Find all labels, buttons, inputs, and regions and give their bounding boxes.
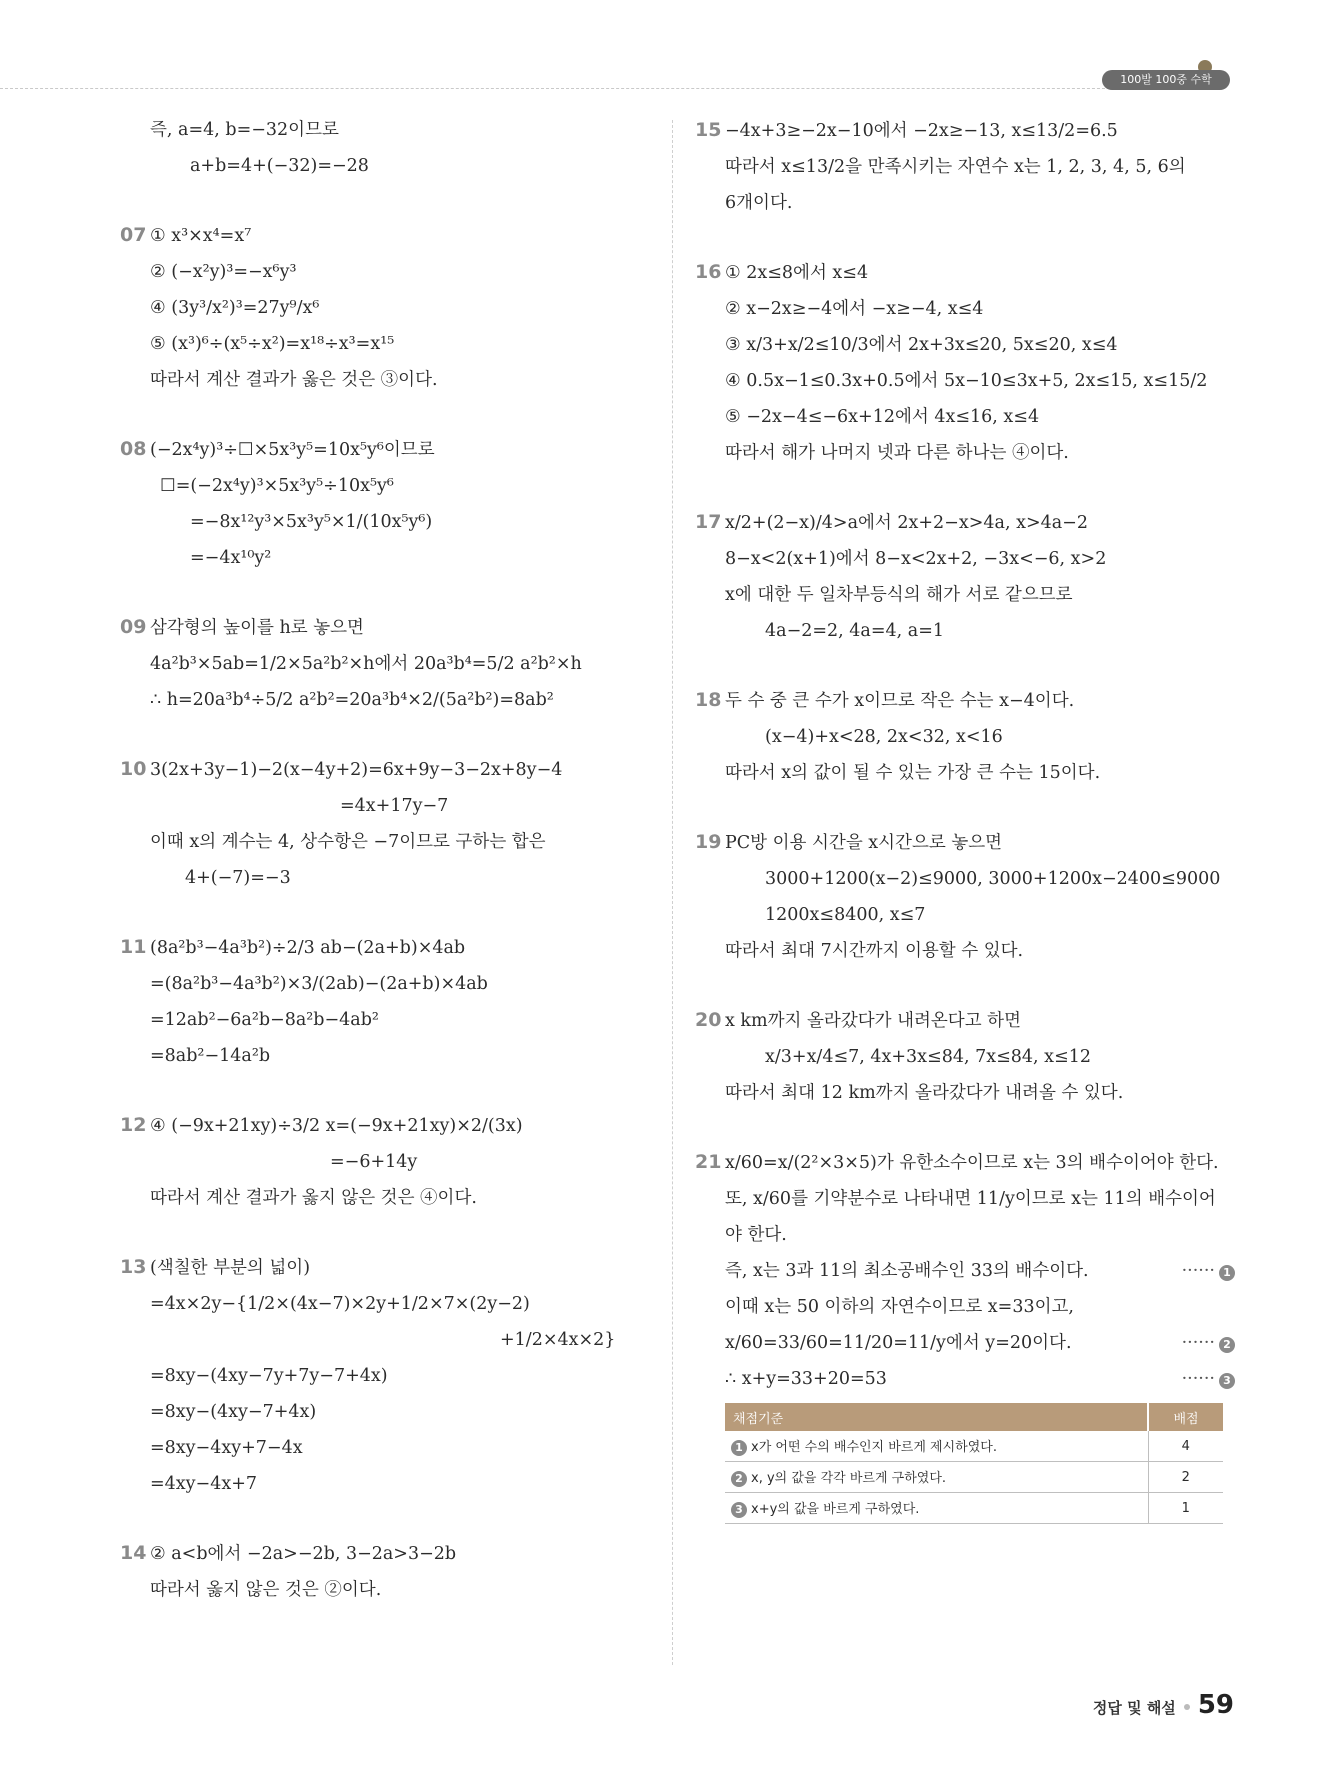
problem-number: 15 — [695, 119, 722, 141]
solution-line: =4x×2y−{1/2×(4x−7)×2y+1/2×7×(2y−2) — [150, 1294, 530, 1314]
solution-line: ① x³×x⁴=x⁷ — [150, 226, 252, 246]
solution-13 — [120, 1249, 680, 1502]
solution-21 — [695, 1144, 1235, 1524]
solution-line: a+b=4+(−32)=−28 — [190, 156, 369, 176]
step-marker: ······ 2 — [1182, 1325, 1235, 1361]
solution-line: (8a²b³−4a³b²)÷2/3 ab−(2a+b)×4ab — [150, 938, 466, 958]
solution-line: ② a<b에서 −2a>−2b, 3−2a>3−2b — [150, 1544, 457, 1564]
solution-line: PC방 이용 시간을 x시간으로 놓으면 — [725, 833, 1003, 853]
solution-20 — [695, 1002, 1235, 1111]
step-marker-icon: 2 — [731, 1471, 747, 1487]
solution-line: ④ (3y³/x²)³=27y⁹/x⁶ — [150, 298, 320, 318]
solution-line: x/60=x/(2²×3×5)가 유한소수이므로 x는 3의 배수이어야 한다. — [725, 1153, 1219, 1173]
solution-line: ③ x/3+x/2≤10/3에서 2x+3x≤20, 5x≤20, x≤4 — [725, 335, 1118, 355]
scoring-table — [725, 1403, 1223, 1524]
solution-line: 4a−2=2, 4a=4, a=1 — [765, 621, 945, 641]
solution-line: =8xy−(4xy−7y+7y−7+4x) — [150, 1366, 388, 1386]
solution-16 — [695, 254, 1235, 471]
solution-line: ⑤ (x³)⁶÷(x⁵÷x²)=x¹⁸÷x³=x¹⁵ — [150, 334, 395, 354]
table-row — [725, 1493, 1223, 1524]
solution-17 — [695, 504, 1235, 649]
step-marker: ······ 3 — [1182, 1361, 1235, 1397]
solution-line: 즉, a=4, b=−32이므로 — [150, 120, 339, 140]
footer-separator-icon — [1184, 1704, 1190, 1710]
solution-line: =8ab²−14a²b — [150, 1046, 271, 1066]
solution-line: 야 한다. — [725, 1225, 787, 1245]
solution-line: x km까지 올라갔다가 내려온다고 하면 — [725, 1011, 1021, 1031]
solution-line: 4a²b³×5ab=1/2×5a²b²×h에서 20a³b⁴=5/2 a²b²×h — [150, 654, 582, 674]
solution-line: =−4x¹⁰y² — [190, 548, 272, 568]
footer-label: 정답 및 해설 — [1092, 1699, 1176, 1717]
solution-line: 따라서 옳지 않은 것은 ②이다. — [150, 1580, 382, 1600]
problem-number: 14 — [120, 1542, 147, 1564]
problem-number: 19 — [695, 831, 722, 853]
left-column — [120, 112, 680, 1641]
solution-line: 이때 x는 50 이하의 자연수이므로 x=33이고, — [725, 1297, 1074, 1317]
solution-line: =8xy−4xy+7−4x — [150, 1438, 303, 1458]
solution-line: ④ (−9x+21xy)÷3/2 x=(−9x+21xy)×2/(3x) — [150, 1116, 523, 1136]
solution-line: =8xy−(4xy−7+4x) — [150, 1402, 317, 1422]
criteria-text: x가 어떤 수의 배수인지 바르게 제시하였다. — [751, 1440, 997, 1455]
problem-number: 13 — [120, 1256, 147, 1278]
solution-line: (−2x⁴y)³÷☐×5x³y⁵=10x⁵y⁶이므로 — [150, 440, 435, 460]
solution-line: 따라서 최대 12 km까지 올라갔다가 내려올 수 있다. — [725, 1083, 1124, 1103]
solution-line: 두 수 중 큰 수가 x이므로 작은 수는 x−4이다. — [725, 691, 1075, 711]
solution-line: 삼각형의 높이를 h로 놓으면 — [150, 618, 364, 638]
solution-line: 이때 x의 계수는 4, 상수항은 −7이므로 구하는 합은 — [150, 832, 546, 852]
problem-number: 17 — [695, 511, 722, 533]
solution-line: 4+(−7)=−3 — [185, 868, 291, 888]
solution-10 — [120, 751, 680, 896]
problem-number: 12 — [120, 1114, 147, 1136]
problem-number: 18 — [695, 689, 722, 711]
solution-line: ☐=(−2x⁴y)³×5x³y⁵÷10x⁵y⁶ — [160, 476, 394, 496]
solution-line: ∴ h=20a³b⁴÷5/2 a²b²=20a³b⁴×2/(5a²b²)=8ab² — [150, 690, 554, 710]
problem-number: 08 — [120, 438, 147, 460]
solution-line: +1/2×4x×2} — [500, 1330, 616, 1350]
solution-line: 3(2x+3y−1)−2(x−4y+2)=6x+9y−3−2x+8y−4 — [150, 760, 563, 780]
solution-07 — [120, 217, 680, 398]
solution-09 — [120, 609, 680, 718]
solution-line: =12ab²−6a²b−8a²b−4ab² — [150, 1010, 379, 1030]
solution-line: ② x−2x≥−4에서 −x≥−4, x≤4 — [725, 299, 984, 319]
solution-line: ④ 0.5x−1≤0.3x+0.5에서 5x−10≤3x+5, 2x≤15, x≤15/2 — [725, 371, 1208, 391]
solution-line: =(8a²b³−4a³b²)×3/(2ab)−(2a+b)×4ab — [150, 974, 488, 994]
solution-line: (색칠한 부분의 넓이) — [150, 1258, 311, 1278]
solution-line: 따라서 최대 7시간까지 이용할 수 있다. — [725, 941, 1024, 961]
solution-line: 8−x<2(x+1)에서 8−x<2x+2, −3x<−6, x>2 — [725, 549, 1107, 569]
scoring-points-header: 배점 — [1148, 1403, 1223, 1431]
page-number: 59 — [1197, 1690, 1234, 1720]
solution-line: x/60=33/60=11/20=11/y에서 y=20이다. — [725, 1333, 1072, 1353]
solution-line: =4x+17y−7 — [340, 796, 449, 816]
solution-18 — [695, 682, 1235, 791]
problem-number: 21 — [695, 1151, 722, 1173]
solution-line: 즉, x는 3과 11의 최소공배수인 33의 배수이다. — [725, 1261, 1089, 1281]
book-title-badge: 100발 100중 수학 — [1102, 70, 1230, 90]
solution-line: x에 대한 두 일차부등식의 해가 서로 같으므로 — [725, 585, 1073, 605]
solution-line: =−6+14y — [330, 1152, 418, 1172]
problem-number: 20 — [695, 1009, 722, 1031]
solution-line: 3000+1200(x−2)≤9000, 3000+1200x−2400≤9000 — [765, 869, 1221, 889]
step-marker-icon: 1 — [1219, 1265, 1235, 1281]
problem-number: 10 — [120, 758, 147, 780]
solution-11 — [120, 929, 680, 1074]
solution-line: 또, x/60를 기약분수로 나타내면 11/y이므로 x는 11의 배수이어 — [725, 1189, 1216, 1209]
top-dashed-rule — [0, 88, 1120, 89]
table-row — [725, 1431, 1223, 1462]
criteria-text: x+y의 값을 바르게 구하였다. — [751, 1502, 920, 1517]
solution-line: 따라서 계산 결과가 옳지 않은 것은 ④이다. — [150, 1188, 477, 1208]
solution-line: x/2+(2−x)/4>a에서 2x+2−x>4a, x>4a−2 — [725, 513, 1088, 533]
points-cell: 4 — [1148, 1431, 1223, 1462]
solution-12 — [120, 1107, 680, 1216]
problem-number: 11 — [120, 936, 147, 958]
problem-number: 09 — [120, 616, 147, 638]
solution-line: =−8x¹²y³×5x³y⁵×1/(10x⁵y⁶) — [190, 512, 433, 532]
solution-line: 따라서 해가 나머지 넷과 다른 하나는 ④이다. — [725, 443, 1069, 463]
solution-line: ⑤ −2x−4≤−6x+12에서 4x≤16, x≤4 — [725, 407, 1040, 427]
solution-line: ② (−x²y)³=−x⁶y³ — [150, 262, 297, 282]
solution-line: 따라서 x≤13/2을 만족시키는 자연수 x는 1, 2, 3, 4, 5, 6의 — [725, 157, 1186, 177]
step-marker-icon: 3 — [1219, 1373, 1235, 1389]
points-cell: 2 — [1148, 1462, 1223, 1493]
table-row — [725, 1462, 1223, 1493]
solution-line: ① 2x≤8에서 x≤4 — [725, 263, 869, 283]
scoring-table-header — [725, 1403, 1223, 1431]
step-marker: ······ 1 — [1182, 1253, 1235, 1289]
solution-line: 6개이다. — [725, 193, 793, 213]
scoring-criteria-header: 채점기준 — [725, 1403, 1148, 1431]
solution-19 — [695, 824, 1235, 969]
solution-line: −4x+3≥−2x−10에서 −2x≥−13, x≤13/2=6.5 — [725, 121, 1118, 141]
solution-line: 따라서 계산 결과가 옳은 것은 ③이다. — [150, 370, 438, 390]
solution-line: 따라서 x의 값이 될 수 있는 가장 큰 수는 15이다. — [725, 763, 1101, 783]
step-marker-icon: 2 — [1219, 1337, 1235, 1353]
solution-line: 1200x≤8400, x≤7 — [765, 905, 926, 925]
step-marker-icon: 1 — [731, 1440, 747, 1456]
solution-line: ∴ x+y=33+20=53 — [725, 1369, 887, 1389]
page-footer — [1093, 1690, 1234, 1720]
solution-line: (x−4)+x<28, 2x<32, x<16 — [765, 727, 1003, 747]
solution-15 — [695, 112, 1235, 221]
problem-number: 07 — [120, 224, 147, 246]
solution-08 — [120, 431, 680, 576]
problem-number: 16 — [695, 261, 722, 283]
solution-line: =4xy−4x+7 — [150, 1474, 258, 1494]
solution-14 — [120, 1535, 680, 1608]
right-column — [695, 112, 1235, 1557]
solution-06-continued — [120, 112, 680, 184]
solution-line: x/3+x/4≤7, 4x+3x≤84, 7x≤84, x≤12 — [765, 1047, 1091, 1067]
criteria-text: x, y의 값을 각각 바르게 구하였다. — [751, 1471, 947, 1486]
points-cell: 1 — [1148, 1493, 1223, 1524]
step-marker-icon: 3 — [731, 1502, 747, 1518]
